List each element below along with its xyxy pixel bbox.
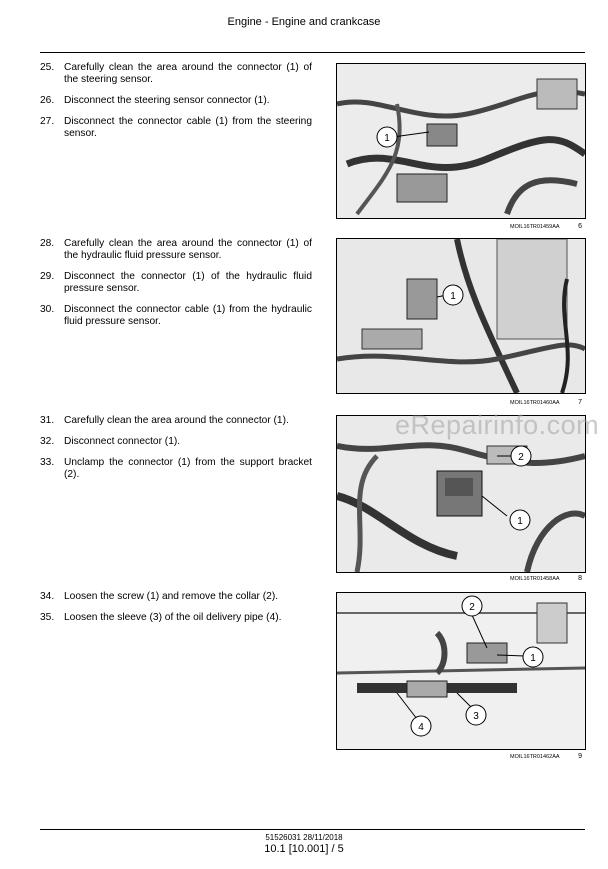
step-32: 32. Disconnect connector (1). bbox=[40, 436, 181, 447]
callout-1: 1 bbox=[517, 516, 523, 527]
step-27: 27. Disconnect the connector cable (1) from the steering sensor. bbox=[40, 116, 312, 139]
callout-2: 2 bbox=[518, 452, 524, 463]
steps-group-3 bbox=[40, 415, 312, 490]
footer-page-ref: 10.1 [10.001] / 5 bbox=[264, 843, 344, 855]
steps-group-2 bbox=[40, 238, 312, 337]
callout-1: 1 bbox=[384, 133, 390, 144]
figure-9-photo bbox=[336, 592, 586, 750]
page-header: Engine - Engine and crankcase bbox=[227, 16, 381, 28]
callout-1: 1 bbox=[450, 291, 456, 302]
callout-2: 2 bbox=[469, 602, 475, 613]
step-28: 28. Carefully clean the area around the connector (1) of the hydraulic fluid pressure sensor. bbox=[40, 238, 312, 261]
step-35: 35. Loosen the sleeve (3) of the oil delivery pipe (4). bbox=[40, 612, 282, 623]
step-33: 33. Unclamp the connector (1) from the support bracket (2). bbox=[40, 457, 312, 480]
step-25: 25. Carefully clean the area around the connector (1) of the steering sensor. bbox=[40, 62, 312, 85]
callout-1: 1 bbox=[530, 653, 536, 664]
steps-group-4 bbox=[40, 591, 312, 633]
step-29: 29. Disconnect the connector (1) of the hydraulic fluid pressure sensor. bbox=[40, 271, 312, 294]
step-34: 34. Loosen the screw (1) and remove the collar (2). bbox=[40, 591, 279, 602]
step-31: 31. Carefully clean the area around the connector (1). bbox=[40, 415, 289, 426]
footer-doc-ref: 51526031 28/11/2018 bbox=[265, 833, 343, 842]
footer-rule bbox=[40, 829, 585, 830]
steps-group-1 bbox=[40, 62, 312, 149]
step-30: 30. Disconnect the connector cable (1) from the hydraulic fluid pressure sensor. bbox=[40, 304, 312, 327]
watermark: eRepairinfo.com bbox=[395, 410, 600, 440]
step-26: 26. Disconnect the steering sensor connector (1). bbox=[40, 95, 270, 106]
callout-3: 3 bbox=[473, 711, 479, 722]
header-rule bbox=[40, 52, 585, 53]
figure-7-photo bbox=[336, 238, 586, 394]
figure-6-photo bbox=[336, 63, 586, 219]
callout-4: 4 bbox=[418, 722, 424, 733]
